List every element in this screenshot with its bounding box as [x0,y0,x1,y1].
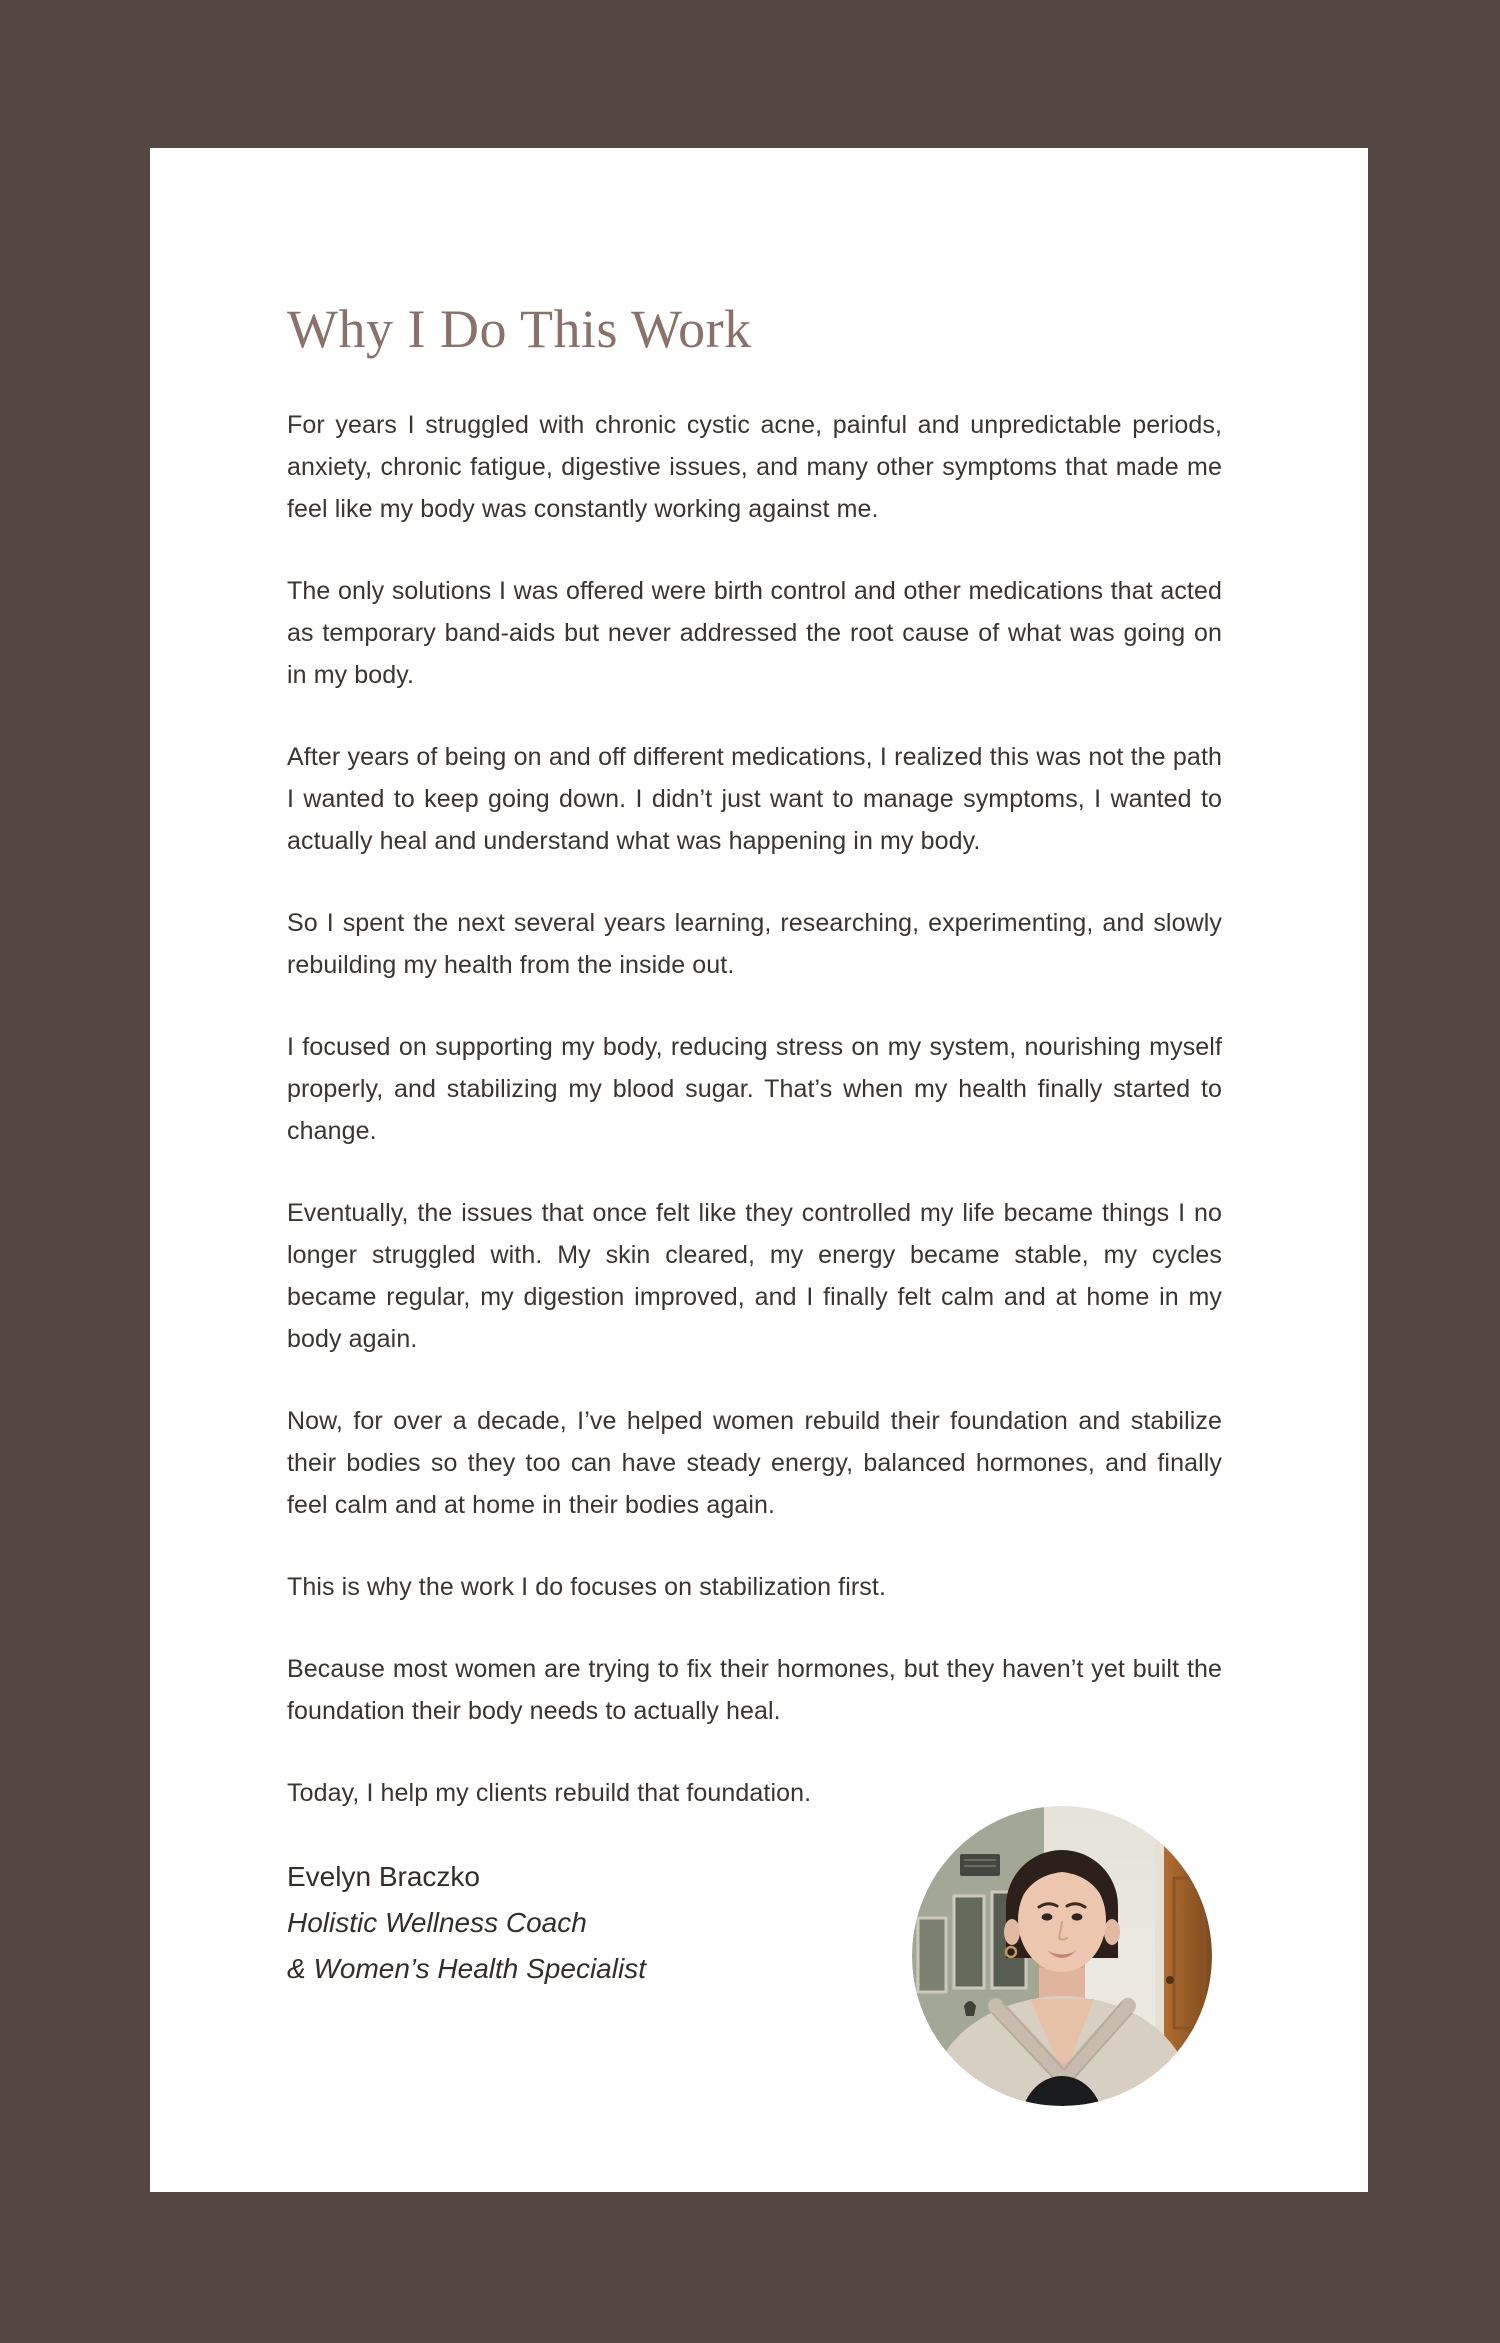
paragraph-medications: After years of being on and off different medications, I realized this was not the path I wanted to keep going down. I didn’t just want to manage symptoms, I wanted to actually heal and understand what was happening in my body. [287,743,1222,856]
photo-ear-left [1004,1919,1020,1945]
photo-ear-right [1104,1919,1120,1945]
paragraph-today: Today, I help my clients rebuild that foundation. [287,1779,812,1808]
paragraph-stabilization: This is why the work I do focuses on stabilization first. [287,1573,886,1602]
signature-name: Evelyn Braczko [287,1861,480,1893]
document-card [150,148,1368,2192]
paragraph-decade: Now, for over a decade, I’ve helped women rebuild their foundation and stabilize their bodies so they too can have steady energy, balanced hormones, and finally feel calm and at home in their bodies again. [287,1407,1222,1520]
profile-photo [912,1806,1212,2106]
paragraph-learning: So I spent the next several years learning, researching, experimenting, and slowly rebuilding my health from the inside out. [287,909,1222,980]
page-title: Why I Do This Work [287,299,752,359]
paragraph-struggles: For years I struggled with chronic cystic acne, painful and unpredictable periods, anxiety, chronic fatigue, digestive issues, and many other symptoms that made me feel like my body was constantly working against me. [287,411,1222,524]
paragraph-eventually: Eventually, the issues that once felt like they controlled my life became things I no longer struggled with. My skin cleared, my energy became stable, my cycles became regular, my digestion improved, and I finally felt calm and at home in my body again. [287,1199,1222,1354]
document-content [287,298,1222,1992]
signature-role-line1: Holistic Wellness Coach [287,1907,587,1939]
photo-vent [960,1854,1000,1876]
paragraph-solutions: The only solutions I was offered were birth control and other medications that acted as temporary band-aids but never addressed the root cause of what was going on in my body. [287,577,1222,690]
profile-photo-image [912,1806,1212,2106]
photo-face [1016,1854,1108,1972]
paragraph-focus: I focused on supporting my body, reducing stress on my system, nourishing myself properly, and stabilizing my blood sugar. That’s when my health finally started to change. [287,1033,1222,1146]
paragraph-foundation: Because most women are trying to fix their hormones, but they haven’t yet built the foundation their body needs to actually heal. [287,1655,1222,1726]
signature-role-line2: & Women’s Health Specialist [287,1953,646,1985]
